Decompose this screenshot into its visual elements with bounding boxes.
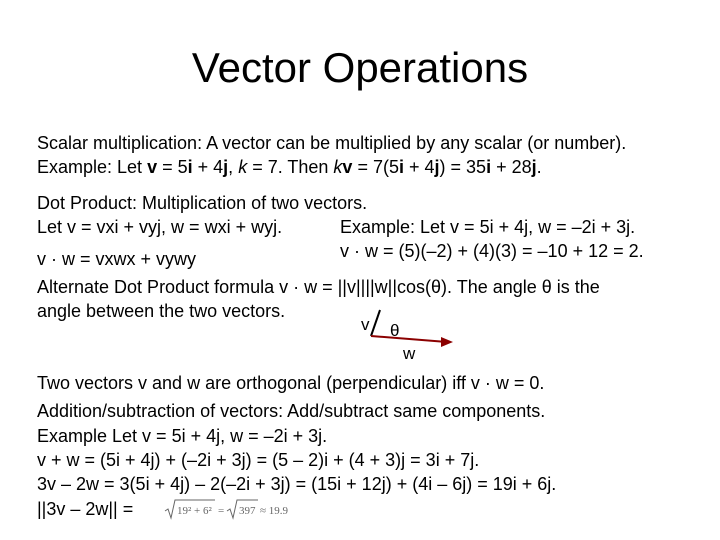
dot-product-example-vectors: Example: Let v = 5i + 4j, w = –2i + 3j. [340,217,636,237]
dot-product-definition: Let v = vxi + vyj, w = wxi + wyj. [37,217,283,237]
sum-example: v + w = (5i + 4j) + (–2i + 3j) = (5 – 2)i + (4 + 3)j = 3i + 7j. [37,450,480,470]
dot-product-example-result: v · w = (5)(–2) + (4)(3) = –10 + 12 = 2. [340,241,644,261]
example-vectors: Example Let v = 5i + 4j, w = –2i + 3j. [37,426,328,446]
addition-subtraction-rule: Addition/subtraction of vectors: Add/subtract same components. [37,401,546,421]
approx-result: ≈ 19.9 [260,505,288,517]
scalar-example: Example: Let v = 5i + 4j, k = 7. Then kv = 7(5i + 4j) = 35i + 28j. [37,157,542,177]
angle-theta-label: θ [390,321,400,340]
angle-diagram [355,308,475,364]
alternate-formula-line2: angle between the two vectors. [37,301,286,321]
orthogonal-statement: Two vectors v and w are orthogonal (perpendicular) iff v · w = 0. [37,373,545,393]
sqrt-expression-2: 397 [239,505,256,517]
scalar-definition: Scalar multiplication: A vector can be multiplied by any scalar (or number). [37,133,627,153]
vector-w-arrowhead [441,337,453,347]
vector-v-label: v [361,315,370,334]
norm-equation-image [163,497,288,523]
vector-w-line [371,336,447,342]
vector-w-label: w [403,344,416,363]
linear-combination-example: 3v – 2w = 3(5i + 4j) – 2(–2i + 3j) = (15i + 12j) + (4i – 6j) = 19i + 6j. [37,474,557,494]
page-title: Vector Operations [191,44,529,91]
alternate-formula-line1: Alternate Dot Product formula v · w = ||v||||w||cos(θ). The angle θ is the [37,277,600,297]
vector-v-line [371,310,380,336]
dot-product-heading: Dot Product: Multiplication of two vectors. [37,193,368,213]
norm-label: ||3v – 2w|| = [37,499,134,519]
equals-sign: = [218,505,225,517]
dot-product-formula: v · w = vxwx + vywy [37,249,197,269]
sqrt-expression-1: 19² + 6² [177,505,212,517]
